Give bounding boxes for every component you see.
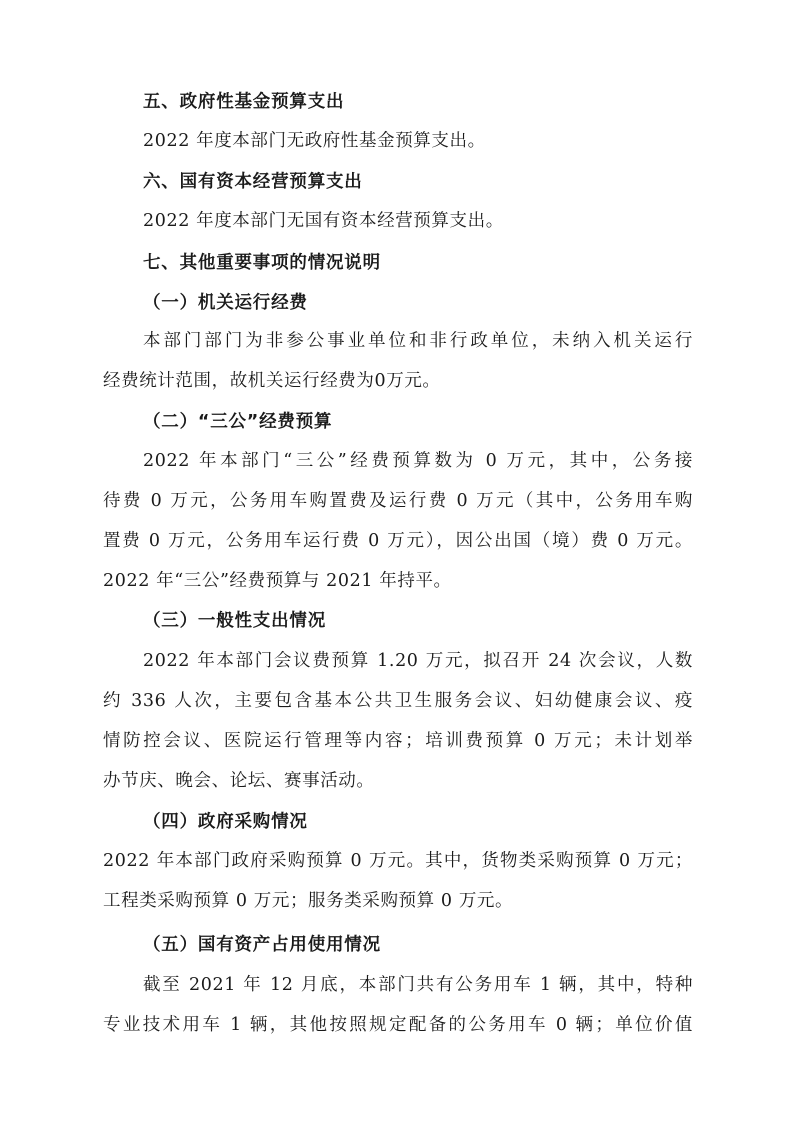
paragraph-line: 2022 年本部门“三公”经费预算数为 0 万元，其中，公务接 [143, 451, 693, 471]
section-heading-other-matters: 七、其他重要事项的情况说明 [143, 253, 381, 273]
paragraph-line: 工程类采购预算 0 万元；服务类采购预算 0 万元。 [103, 891, 514, 911]
paragraph-line: 约 336 人次，主要包含基本公共卫生服务会议、妇幼健康会议、疫 [103, 691, 693, 711]
paragraph-line: 截至 2021 年 12 月底，本部门共有公务用车 1 辆，其中，特种 [143, 975, 693, 995]
section-heading-government-fund: 五、政府性基金预算支出 [143, 92, 345, 112]
paragraph-line: 2022 年本部门会议费预算 1.20 万元，拟召开 24 次会议，人数 [143, 651, 693, 671]
paragraph-line: 专业技术用车 1 辆，其他按照规定配备的公务用车 0 辆；单位价值 [103, 1015, 693, 1035]
subheading-three-public-expenses: （二）“三公”经费预算 [143, 412, 333, 432]
paragraph-line: 待费 0 万元，公务用车购置费及运行费 0 万元（其中，公务用车购 [103, 491, 693, 511]
section-text-state-capital: 2022 年度本部门无国有资本经营预算支出。 [143, 211, 504, 231]
paragraph-line: 经费统计范围，故机关运行经费为0万元。 [103, 371, 441, 391]
subheading-government-procurement: （四）政府采购情况 [143, 812, 308, 832]
subheading-general-expenditure: （三）一般性支出情况 [143, 611, 326, 631]
subheading-state-assets: （五）国有资产占用使用情况 [143, 935, 381, 955]
section-heading-state-capital: 六、国有资本经营预算支出 [143, 172, 363, 192]
paragraph-line: 办节庆、晚会、论坛、赛事活动。 [103, 771, 375, 791]
paragraph-line: 2022 年本部门政府采购预算 0 万元。其中，货物类采购预算 0 万元； [103, 851, 693, 871]
paragraph-line: 置费 0 万元，公务用车运行费 0 万元），因公出国（境）费 0 万元。 [103, 531, 693, 551]
paragraph-line: 本部门部门为非参公事业单位和非行政单位，未纳入机关运行 [143, 331, 693, 351]
subheading-operating-expenses: （一）机关运行经费 [143, 293, 308, 313]
section-text-government-fund: 2022 年度本部门无政府性基金预算支出。 [143, 131, 486, 151]
paragraph-line: 2022 年“三公”经费预算与 2021 年持平。 [103, 571, 452, 591]
paragraph-line: 情防控会议、医院运行管理等内容；培训费预算 0 万元；未计划举 [103, 731, 693, 751]
